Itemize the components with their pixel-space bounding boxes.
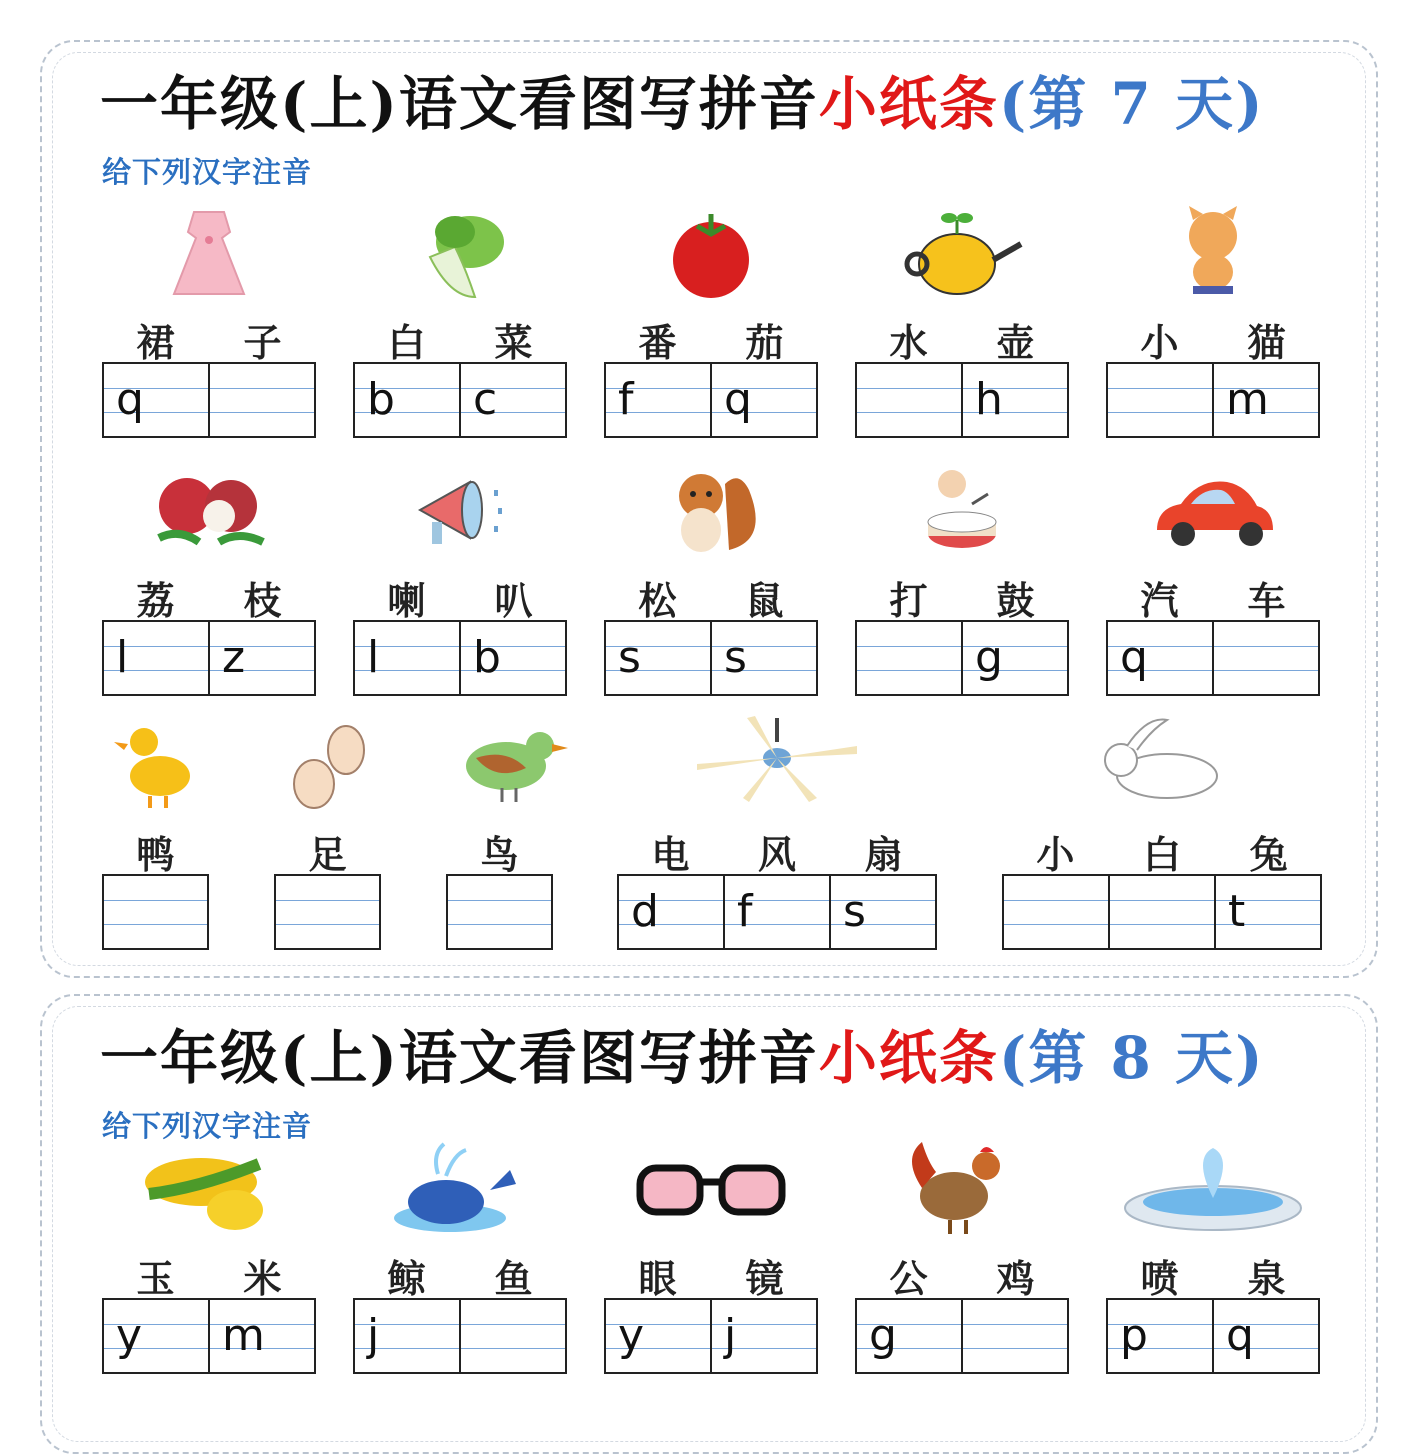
pinyin-grid [353,362,567,438]
worksheet-day-8 [40,994,1378,1454]
drum-icon [902,460,1022,564]
pinyin-initial: b [367,374,395,425]
sheet-title [100,1018,1265,1098]
pinyin-cell[interactable] [1212,1300,1318,1372]
word-item [1106,1138,1320,1398]
pinyin-initial: z [222,632,246,683]
hanzi-char: 鼓 [996,578,1035,623]
hanzi-char: 鸟 [480,832,519,877]
pinyin-initial: c [473,374,498,425]
pinyin-cell[interactable] [710,364,816,436]
pinyin-initial: g [869,1310,897,1361]
hanzi-word [274,824,381,879]
rooster-icon [892,1138,1032,1242]
hanzi-word [353,570,567,625]
pinyin-cell[interactable] [857,1300,961,1372]
pinyin-grid [604,1298,818,1374]
word-item [274,714,381,974]
hanzi-char: 菜 [494,320,533,365]
hanzi-char: 鲸 [387,1256,426,1301]
pinyin-grid [1106,1298,1320,1374]
tomato-icon [651,202,771,306]
rabbit-icon [1087,714,1237,818]
pinyin-cell[interactable] [208,1300,314,1372]
hanzi-char: 茄 [745,320,784,365]
hanzi-char: 松 [638,578,677,623]
pinyin-initial: y [116,1310,143,1361]
fountain-icon [1118,1138,1308,1242]
hanzi-word [604,312,818,367]
pinyin-cell[interactable] [1004,876,1108,948]
word-item [1106,460,1320,720]
pinyin-initial: s [618,632,641,683]
lychee-icon [139,460,279,564]
pinyin-cell[interactable] [961,364,1067,436]
hanzi-char: 猫 [1247,320,1286,365]
pinyin-cell[interactable] [1108,364,1212,436]
hanzi-char: 壶 [996,320,1035,365]
pinyin-grid [855,620,1069,696]
hanzi-char: 打 [889,578,928,623]
pinyin-initial: q [724,374,752,425]
pinyin-cell[interactable] [961,622,1067,694]
pinyin-initial: p [1120,1310,1148,1361]
hanzi-char: 子 [243,320,282,365]
hanzi-word [855,1248,1069,1303]
pinyin-cell[interactable] [459,622,565,694]
hanzi-char: 鸭 [136,832,175,877]
pinyin-grid [1002,874,1322,950]
hanzi-char: 荔 [136,578,175,623]
worksheet-day-7 [40,40,1378,978]
hanzi-char: 鼠 [745,578,784,623]
title-main: 一年级(上)语文看图写拼音 [100,1024,819,1092]
hanzi-char: 镜 [745,1256,784,1301]
sheet-title [100,64,1265,144]
pinyin-initial: m [222,1310,265,1361]
cat-icon [1153,202,1273,306]
pinyin-cell[interactable] [1214,876,1320,948]
hanzi-word [855,570,1069,625]
pinyin-cell[interactable] [104,876,207,948]
word-item [353,202,567,462]
whale-icon [390,1138,530,1242]
car-icon [1143,460,1283,564]
hanzi-char: 足 [308,832,347,877]
word-item [604,460,818,720]
word-item [1106,202,1320,462]
hanzi-word [604,570,818,625]
instruction: 给下列汉字注音 [102,155,313,189]
pinyin-cell[interactable] [104,1300,208,1372]
pinyin-initial: b [473,632,501,683]
word-item [102,460,316,720]
pinyin-cell[interactable] [829,876,935,948]
pinyin-cell[interactable] [606,1300,710,1372]
pinyin-cell[interactable] [1212,364,1318,436]
hanzi-char: 泉 [1247,1256,1286,1301]
pinyin-initial: l [116,632,129,683]
pinyin-initial: j [724,1310,737,1361]
pinyin-cell[interactable] [1212,622,1318,694]
pinyin-cell[interactable] [355,1300,459,1372]
title-main: 一年级(上)语文看图写拼音 [100,70,819,138]
hanzi-char: 鸡 [996,1256,1035,1301]
hanzi-char: 裙 [136,320,175,365]
hanzi-word [446,824,553,879]
pinyin-cell[interactable] [606,622,710,694]
title-red: 小纸条 [818,70,999,138]
hanzi-char: 公 [889,1256,928,1301]
pinyin-initial: h [975,374,1003,425]
pinyin-cell[interactable] [355,364,459,436]
pinyin-initial: m [1226,374,1269,425]
hanzi-char: 汽 [1140,578,1179,623]
pinyin-cell[interactable] [459,1300,565,1372]
hanzi-char: 兔 [1249,832,1288,877]
hanzi-word [855,312,1069,367]
pinyin-grid [855,362,1069,438]
pinyin-grid [1106,362,1320,438]
hanzi-char: 米 [243,1256,282,1301]
pinyin-cell[interactable] [710,622,816,694]
hanzi-char: 扇 [864,832,903,877]
pinyin-initial: f [737,886,753,937]
pinyin-initial: q [1226,1310,1254,1361]
pinyin-cell[interactable] [208,622,314,694]
hanzi-char: 小 [1036,832,1075,877]
pinyin-cell[interactable] [208,364,314,436]
cabbage-icon [400,202,520,306]
word-item [604,1138,818,1398]
hanzi-char: 电 [651,832,690,877]
hanzi-char: 喇 [387,578,426,623]
pinyin-cell[interactable] [104,364,208,436]
hanzi-char: 小 [1140,320,1179,365]
pinyin-grid [353,620,567,696]
pinyin-cell[interactable] [857,364,961,436]
pinyin-grid [274,874,381,950]
pinyin-initial: y [618,1310,645,1361]
pinyin-cell[interactable] [1108,876,1214,948]
word-item [855,1138,1069,1398]
bird-icon [446,714,576,818]
hanzi-char: 白 [387,320,426,365]
pinyin-grid [855,1298,1069,1374]
pinyin-cell[interactable] [619,876,723,948]
feet-icon [274,714,384,818]
hanzi-word [617,824,937,879]
title-day: (第 7 天) [998,70,1265,138]
pinyin-initial: f [618,374,634,425]
hanzi-char: 眼 [638,1256,677,1301]
hanzi-word [1106,570,1320,625]
pinyin-initial: s [843,886,866,937]
pinyin-cell[interactable] [710,1300,816,1372]
hanzi-char: 喷 [1140,1256,1179,1301]
word-item [855,202,1069,462]
pinyin-cell[interactable] [606,364,710,436]
pinyin-cell[interactable] [276,876,379,948]
word-item [102,202,316,462]
pinyin-grid [1106,620,1320,696]
hanzi-word [102,570,316,625]
word-item [446,714,553,974]
dress-icon [149,202,269,306]
hanzi-char: 水 [889,320,928,365]
pinyin-initial: j [367,1310,380,1361]
pinyin-cell[interactable] [857,622,961,694]
hanzi-char: 枝 [243,578,282,623]
pinyin-grid [604,362,818,438]
teapot-icon [897,202,1027,306]
pinyin-cell[interactable] [1108,622,1212,694]
hanzi-char: 风 [757,832,796,877]
pinyin-grid [102,620,316,696]
word-item [102,1138,316,1398]
pinyin-grid [353,1298,567,1374]
pinyin-initial: q [1120,632,1148,683]
word-item [604,202,818,462]
hanzi-word [604,1248,818,1303]
hanzi-char: 车 [1247,578,1286,623]
pinyin-cell[interactable] [961,1300,1067,1372]
hanzi-char: 番 [638,320,677,365]
instruction: 给下列汉字注音 [102,1109,313,1143]
pinyin-cell[interactable] [723,876,829,948]
pinyin-cell[interactable] [459,364,565,436]
word-item [1002,714,1322,974]
word-item [353,460,567,720]
pinyin-cell[interactable] [104,622,208,694]
hanzi-word [1106,1248,1320,1303]
hanzi-word [353,312,567,367]
pinyin-initial: s [724,632,747,683]
squirrel-icon [651,460,771,564]
pinyin-initial: d [631,886,659,937]
pinyin-grid [102,874,209,950]
hanzi-word [102,1248,316,1303]
word-item [353,1138,567,1398]
ceiling-fan-icon [692,714,862,818]
word-item [102,714,209,974]
pinyin-initial: l [367,632,380,683]
pinyin-grid [102,1298,316,1374]
pinyin-grid [604,620,818,696]
hanzi-char: 玉 [136,1256,175,1301]
duck-icon [106,714,206,818]
pinyin-cell[interactable] [355,622,459,694]
hanzi-word [353,1248,567,1303]
word-item [855,460,1069,720]
pinyin-initial: t [1228,886,1246,937]
hanzi-char: 鱼 [494,1256,533,1301]
title-day: (第 8 天) [998,1024,1265,1092]
word-item [617,714,937,974]
pinyin-cell[interactable] [1108,1300,1212,1372]
pinyin-grid [446,874,553,950]
pinyin-grid [102,362,316,438]
hanzi-char: 白 [1142,832,1181,877]
corn-icon [139,1138,279,1242]
glasses-icon [626,1138,796,1242]
hanzi-word [102,312,316,367]
pinyin-initial: q [116,374,144,425]
hanzi-word [1106,312,1320,367]
megaphone-icon [400,460,520,564]
pinyin-cell[interactable] [448,876,551,948]
hanzi-char: 叭 [494,578,533,623]
hanzi-word [102,824,209,879]
pinyin-initial: g [975,632,1003,683]
title-red: 小纸条 [818,1024,999,1092]
pinyin-grid [617,874,937,950]
hanzi-word [1002,824,1322,879]
